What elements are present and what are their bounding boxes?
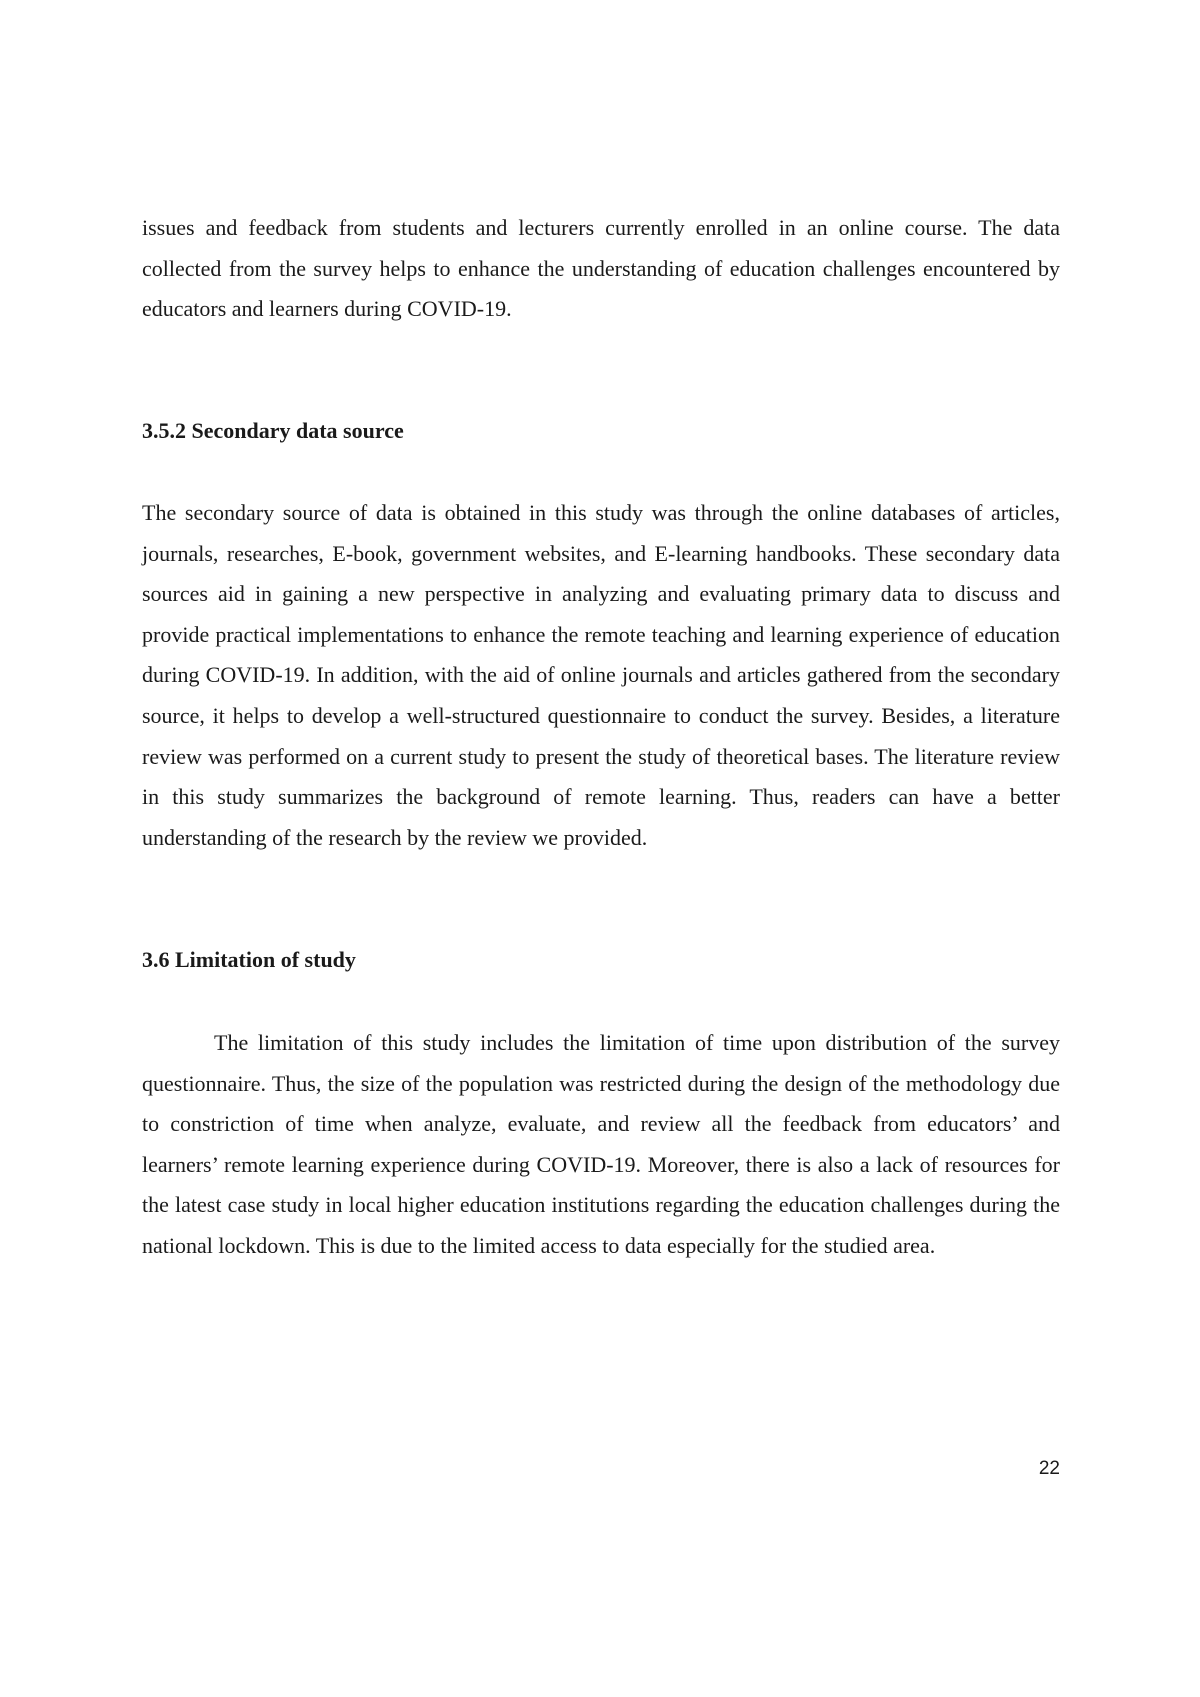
paragraph-secondary-data-source: The secondary source of data is obtained in this study was through the online databases of articles, journals, researches, E-book, government websites, and E-learning handbooks. These secondary data sources aid in gaining a new perspective in analyzing and evaluating primary data to discuss and provide practical implementations to enhance the remote teaching and learning experience of education during COVID-19. In addition, with the aid of online journals and articles gathered from the secondary source, it helps to develop a well-structured questionnaire to conduct the survey. Besides, a literature review was performed on a current study to present the study of theoretical bases. The literature review in this study summarizes the background of remote learning. Thus, readers can have a better understanding of the research by the review we provided.: [142, 500, 1060, 850]
paragraph-limitation-of-study: The limitation of this study includes the limitation of time upon distribution of the survey questionnaire. Thus, the size of the population was restricted during the design of the methodology due to constriction of time when analyze, evaluate, and review all the feedback from educators’ and learners’ remote learning experience during COVID-19. Moreover, there is also a lack of resources for the latest case study in local higher education institutions regarding the education challenges during the national lockdown. This is due to the limited access to data especially for the studied area.: [142, 1030, 1060, 1258]
paragraph-continued: issues and feedback from students and lecturers currently enrolled in an online course. The data collected from the survey helps to enhance the understanding of education challenges encountered by educators and learners during COVID-19.: [142, 215, 1060, 322]
page-number: 22: [1038, 1458, 1060, 1479]
section-heading-limitation-of-study: 3.6 Limitation of study: [142, 947, 356, 972]
section-heading-secondary-data-source: 3.5.2 Secondary data source: [142, 418, 404, 443]
